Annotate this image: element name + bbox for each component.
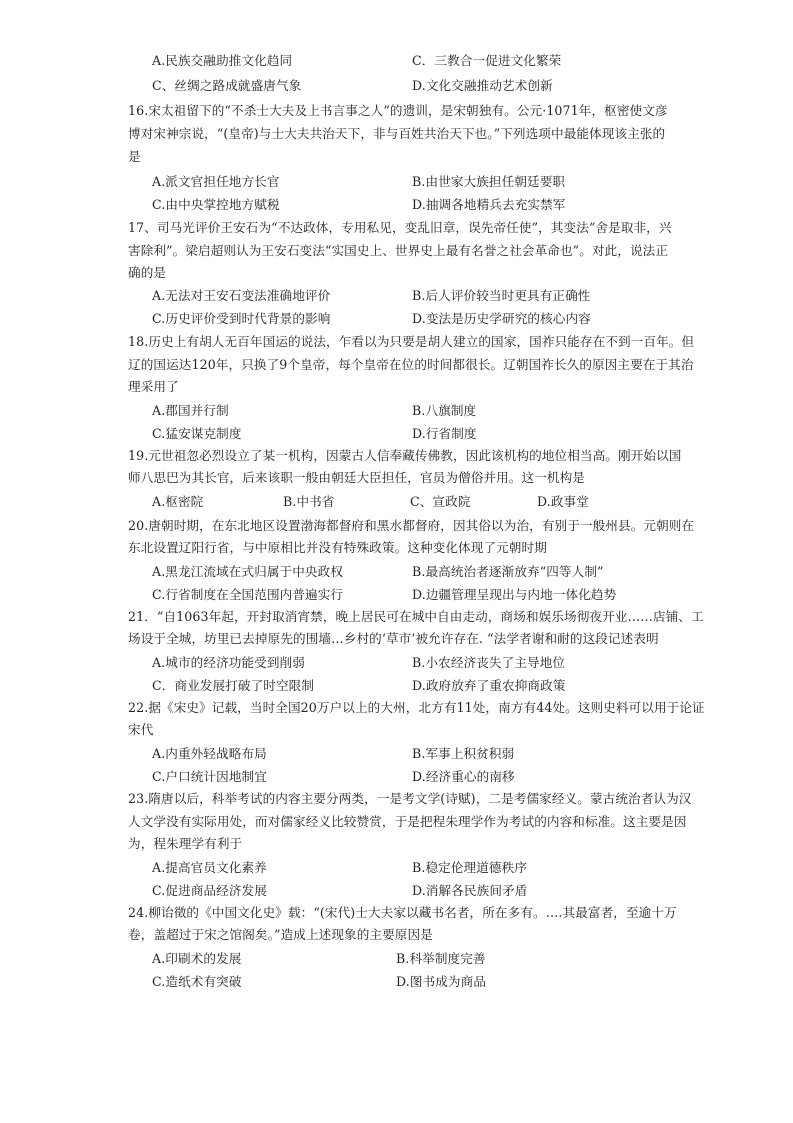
q23-stem-line-1: 23.隋唐以后，科举考试的内容主要分两类，一是考文学(诗赋)，二是考儒家经义。蒙古统治者认为汉 [128,791,692,806]
q16-stem-line-2: 博对宋神宗说，“(皇帝)与士大夫共治天下，非与百姓共治天下也。”下列选项中最能体现该主张的 [128,126,666,141]
q19-stem-line-2: 师八思巴为其长官，后来该职一般由朝廷大臣担任，官员为僧俗并用。这一机构是 [128,470,585,485]
q17-stem-line-3: 确的是 [128,265,167,280]
q24-option-d: D.图书成为商品 [396,974,487,989]
q16-option-d: D.抽调各地精兵去充实禁军 [412,197,566,212]
q23-stem-line-3: 为，程朱理学有利于 [128,836,243,851]
q22-stem-line-1: 22.据《宋史》记载，当时全国20万户以上的大州，北方有11处，南方有44处。这则史料可以用于论证 [128,700,705,715]
q17-option-b: B.后人评价较当时更具有正确性 [412,288,591,303]
q24-stem-line-1: 24.柳诒徵的《中国文化史》载：“(宋代)士大夫家以藏书名者，所在多有。….其最富者，至逾十万 [128,905,677,920]
q16-option-a: A.派文官担任地方长官 [152,174,280,189]
q18-stem-line-3: 理采用了 [128,379,179,394]
q24-stem-line-2: 卷，盖超过于宋之馆阁矣。”造成上述现象的主要原因是 [128,927,433,942]
q20-option-a: A.黑龙江流域在式归属于中央政权 [152,564,344,579]
q23-option-a: A.提高官员文化素养 [152,860,267,875]
q20-stem-line-2: 东北设置辽阳行省，与中原相比并没有特殊政策。这种变化体现了元朝时期 [128,540,547,555]
q22-stem-line-2: 宋代 [128,722,154,737]
q21-stem-line-2: 场设于全城，坊里已去掉原先的围墙…乡村的‘草市’被允许存在. “法学者谢和耐的这段记述表明 [128,631,659,646]
q19-stem-line-1: 19.元世祖忽必烈设立了某一机构，因蒙古人信奉藏传佛教，因此该机构的地位相当高。刚开始以国 [128,448,682,463]
q23-stem-line-2: 人文学没有实际用处，而对儒家经义比较赞赏，于是把程朱理学作为考试的内容和标准。这主要是因 [128,814,687,829]
q19-option-b: B.中书省 [283,494,335,509]
q19-option-c: C、宣政院 [410,494,471,509]
q18-stem-line-2: 辽的国运达120年，只换了9个皇帝，每个皇帝在位的时间都很长。辽朝国祚长久的原因主要在于其治 [128,357,694,372]
q21-option-a: A.城市的经济功能受到削弱 [152,655,305,670]
q21-option-b: B.小农经济丧失了主导地位 [412,655,566,670]
q22-option-b: B.军事上积贫积弱 [412,746,515,761]
q18-option-d: D.行省制度 [412,426,477,441]
q23-option-b: B.稳定伦理道德秩序 [412,860,528,875]
q18-option-b: B.八旗制度 [412,403,477,418]
q16-option-b: B.由世家大族担任朝廷要职 [412,174,566,189]
q24-option-a: A.印刷术的发展 [152,951,242,966]
q15-option-d: D.文化交融推动艺术创新 [412,78,553,93]
q21-option-d: D.政府放弃了重农抑商政策 [412,678,566,693]
q18-option-a: A.郡国并行制 [152,403,229,418]
q20-stem-line-1: 20.唐朝时期，在东北地区设置渤海都督府和黑水都督府，因其俗以为治，有别于一般州县。元朝则在 [128,518,695,533]
q21-option-c: C．商业发展打破了时空限制 [152,678,315,693]
q16-stem-line-3: 是 [128,149,141,164]
q15-option-a: A.民族交融助推文化趋同 [152,53,293,68]
q17-option-a: A.无法对王安石变法准确地评价 [152,288,331,303]
q22-option-a: A.内重外轻战略布局 [152,746,267,761]
q15-option-c: C、丝绸之路成就盛唐气象 [152,78,302,93]
q20-option-c: C.行省制度在全国范围内普遍实行 [152,587,344,602]
q24-option-b: B.科举制度完善 [396,951,486,966]
q21-stem-line-1: 21．“自1063年起，开封取消宵禁，晚上居民可在城中自由走动，商场和娱乐场彻夜开业……店铺、工 [128,609,704,624]
q23-option-c: C.促进商品经济发展 [152,883,267,898]
q24-option-c: C.造纸术有突破 [152,974,242,989]
q19-option-a: A.枢密院 [152,494,204,509]
q20-option-b: B.最高统治者逐渐放弃“四等人制” [412,564,604,579]
q16-option-c: C.由中央掌控地方赋税 [152,197,280,212]
q20-option-d: D.边疆管理呈现出与内地一体化趋势 [412,587,617,602]
q22-option-c: C.户口统计因地制宜 [152,769,267,784]
q22-option-d: D.经济重心的南移 [412,769,515,784]
q17-option-d: D.变法是历史学研究的核心内容 [412,311,591,326]
q17-option-c: C.历史评价受到时代背景的影响 [152,311,331,326]
q17-stem-line-1: 17、司马光评价王安石为“不达政体，专用私见，变乱旧章，误先帝任使”，其变法“舍是取非，兴 [128,220,672,235]
q19-option-d: D.政事堂 [537,494,589,509]
q18-option-c: C.猛安谋克制度 [152,426,242,441]
q17-stem-line-2: 害除利”。梁启超则认为王安石变法“实国史上、世界史上最有名誉之社会革命也”。对此，说法正 [128,243,669,258]
q23-option-d: D.消解各民族间矛盾 [412,883,528,898]
q15-option-b: C．三教合一促进文化繁荣 [412,53,562,68]
q16-stem-line-1: 16.宋太祖留下的“不杀士大夫及上书言事之人”的遗训，是宋朝独有。公元·1071年，枢密使文彦 [128,103,668,118]
q18-stem-line-1: 18.历史上有胡人无百年国运的说法，乍看以为只要是胡人建立的国家，国祚只能存在不到一百年。但 [128,334,695,349]
